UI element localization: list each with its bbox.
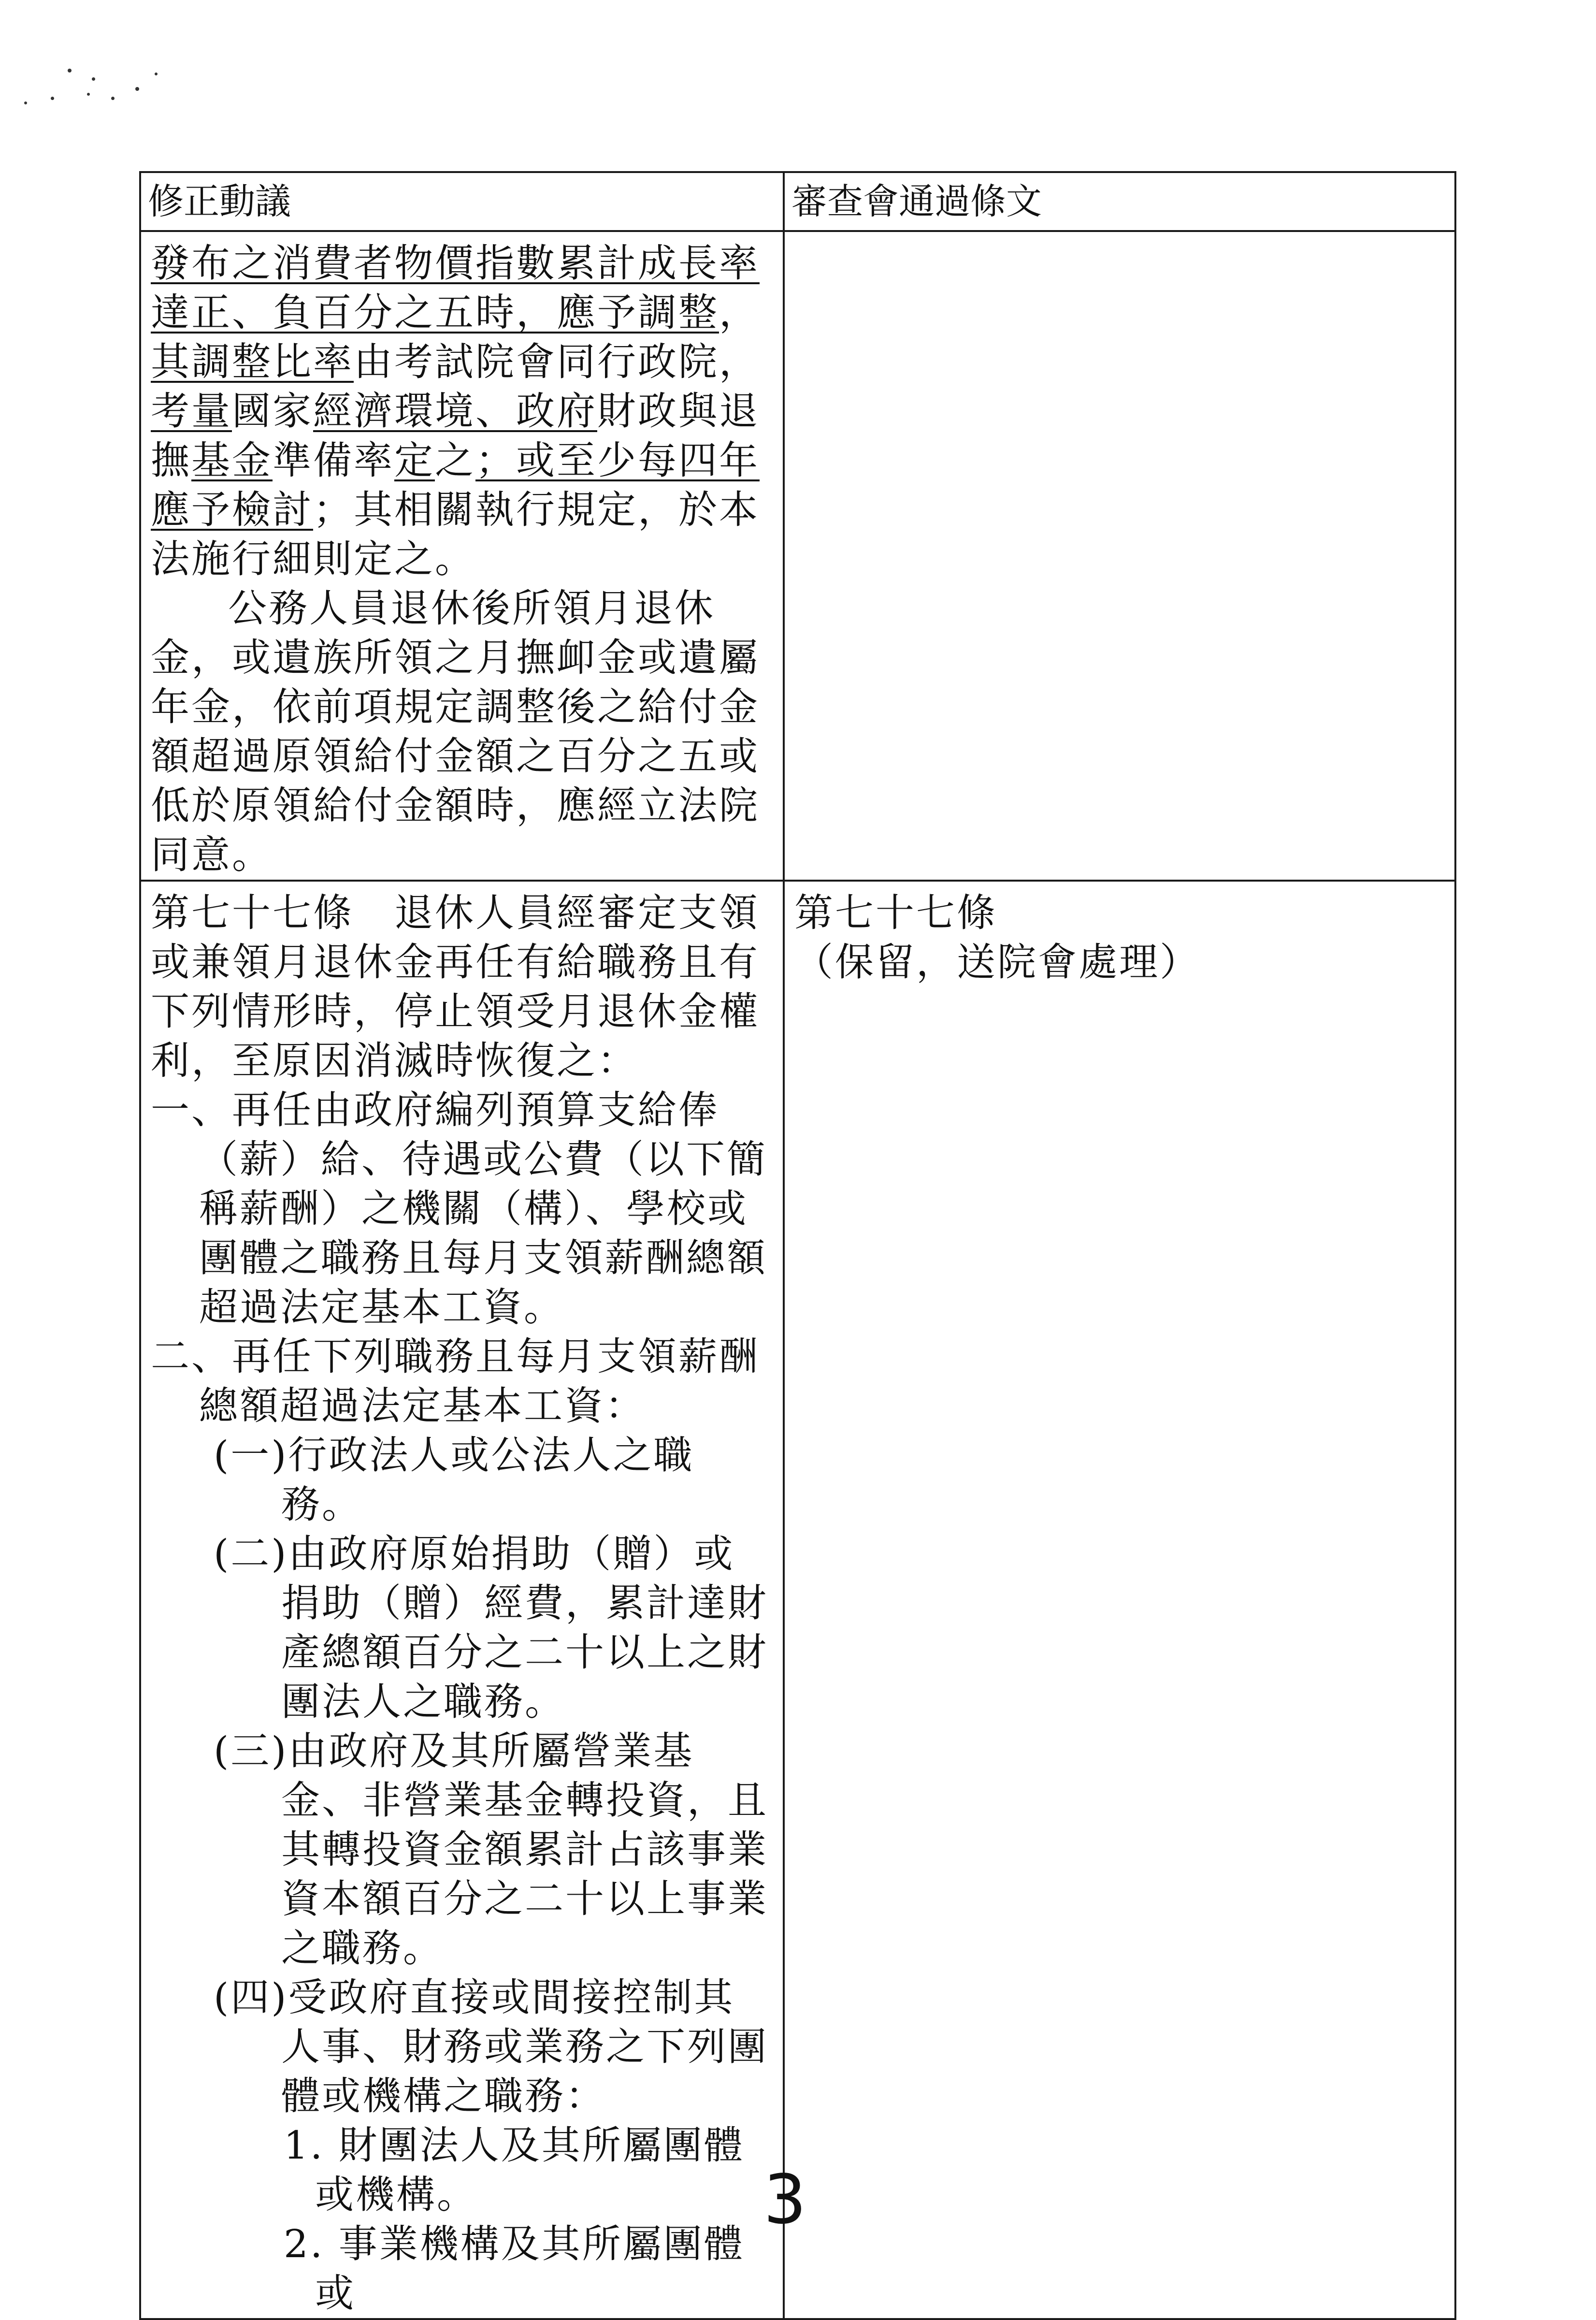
sub-sub-item-2: 2. 事業機構及其所屬團體或: [284, 2221, 745, 2316]
underlined-segment: 考量: [151, 389, 232, 434]
passed-text-cell: [784, 881, 1455, 2319]
underlined-segment: ；或至少每四年應予檢討: [151, 438, 760, 532]
scan-specks: [14, 63, 159, 121]
column-header-passed-text: 審查會通過條文: [784, 172, 1455, 231]
column-header-amendment: 修正動議: [140, 172, 784, 231]
amendment-cell: [140, 881, 784, 2319]
comparison-table: [139, 171, 1456, 2320]
sub-item-4: (四)受政府直接或間接控制其人事、財務或業務之下列團體或機構之職務：: [214, 1975, 768, 2118]
underlined-segment: 其調: [151, 339, 232, 384]
text-segment: 之: [435, 438, 475, 483]
underlined-segment: 經濟環境、政府: [313, 389, 597, 434]
text-segment: 國家: [232, 389, 313, 434]
article-77-note: （保留，送院會處理）: [794, 940, 1200, 985]
sub-item-3: (三)由政府及其所屬營業基金、非營業基金轉投資，且其轉投資金額累計占該事業資本額百分之二十以上事業之職務。: [214, 1728, 768, 1971]
sub-sub-item-1: 1. 財團法人及其所屬團體或機構。: [284, 2123, 745, 2217]
text-segment: 財政與退撫: [151, 389, 760, 483]
underlined-segment: 定: [394, 438, 435, 483]
text-segment: 由考試院會同行政院，: [354, 339, 760, 384]
underlined-segment: 正、負百分之五時，應予調整: [191, 290, 719, 335]
passed-text-cell: [784, 231, 1455, 881]
article-77-title: 第七十七條: [794, 890, 997, 935]
article-77-intro: 第七十七條 退休人員經審定支領或兼領月退休金再任有給職務且有下列情形時，停止領受月退休金權利，至原因消滅時恢復之：: [151, 890, 760, 1083]
table-header-row: [140, 172, 1455, 231]
underlined-segment: 基金: [191, 438, 273, 483]
sub-item-1: (一)行政法人或公法人之職務。: [214, 1433, 694, 1527]
item-1: 一、再任由政府編列預算支給俸（薪）給、待遇或公費（以下簡稱薪酬）之機關（構）、學校或團體之職務且每月支領薪酬總額超過法定基本工資。: [151, 1088, 767, 1330]
underlined-segment: 發布之消費者物價指數累計成長率達: [151, 241, 760, 335]
text-segment: ，: [719, 290, 760, 335]
table-row: [140, 231, 1455, 881]
amendment-paragraph-2: 公務人員退休後所領月退休金，或遺族所領之月撫卹金或遺屬年金，依前項規定調整後之給付金額超過原領給付金額之百分之五或低於原領給付金額時，應經立法院同意。: [151, 586, 760, 877]
amendment-paragraph-1: [151, 239, 773, 584]
item-2: 二、再任下列職務且每月支領薪酬總額超過法定基本工資：: [151, 1334, 760, 1428]
underlined-segment: 整比率: [232, 339, 354, 384]
page-number: 3: [763, 2160, 807, 2239]
table-row: [140, 881, 1455, 2319]
amendment-cell: [140, 231, 784, 881]
sub-item-2: (二)由政府原始捐助（贈）或捐助（贈）經費，累計達財產總額百分之二十以上之財團法人之職務。: [214, 1531, 768, 1724]
text-segment: ；其相關執行規定，於本法施行細則定之。: [151, 487, 760, 581]
text-segment: 準備率: [273, 438, 394, 483]
